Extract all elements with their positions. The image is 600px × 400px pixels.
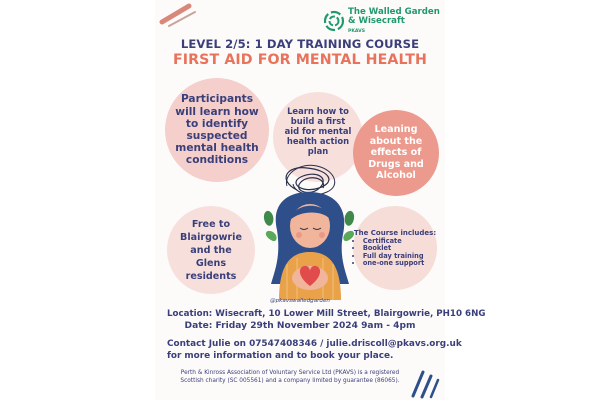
logo-line-1: The Walled Garden — [348, 7, 440, 17]
person-heart-illustration — [257, 160, 363, 300]
date-text: Date: Friday 29th November 2024 9am - 4pm — [184, 321, 416, 331]
footer-line-2: Scottish charity (SC 005561) and a company limited by guarantee (86065). — [180, 377, 400, 384]
circle-course-includes — [353, 206, 437, 290]
poster — [155, 0, 486, 400]
circle-identify — [165, 78, 269, 182]
circle-drugs-alcohol-text: Leaning about the effects of Drugs and Alcohol — [368, 124, 424, 182]
course-includes-box — [354, 229, 436, 267]
list-item: • Booklet — [363, 245, 436, 252]
logo-line-3: PKAVS — [348, 29, 366, 34]
more-info-text: for more information and to book your place. — [167, 351, 394, 361]
swirl-icon — [323, 10, 345, 32]
course-level-heading: LEVEL 2/5: 1 DAY TRAINING COURSE — [180, 37, 420, 51]
footer-line-1: Perth & Kinross Association of Voluntary Service Ltd (PKAVS) is a registered — [180, 370, 400, 376]
circle-action-plan-text: Learn how to build a first aid for mental health action plan — [284, 106, 352, 156]
location-text: Location: Wisecraft, 10 Lower Mill Street, Blairgowrie, PH10 6NG — [167, 309, 486, 319]
walled-garden-logo — [323, 8, 441, 38]
circle-free-text: Free to Blairgowrie and the Glens residents — [180, 218, 242, 282]
list-item: • one-one support — [363, 260, 436, 267]
logo-text — [348, 8, 440, 27]
brush-stroke-top-left — [159, 2, 199, 28]
list-item: • Certificate — [363, 238, 436, 245]
logo-line-2: & Wisecraft — [348, 16, 405, 27]
list-item: • Full day training — [363, 253, 436, 260]
course-title: FIRST AID FOR MENTAL HEALTH — [172, 52, 428, 68]
contact-text: Contact Julie on 07547408346 / julie.driscoll@pkavs.org.uk — [167, 339, 462, 349]
circle-free — [167, 206, 255, 294]
circle-drugs-alcohol — [353, 110, 439, 196]
course-includes-title: The Course includes: — [353, 229, 437, 238]
circle-identify-text: Participants will learn how to identify suspected mental health conditions — [175, 93, 259, 167]
social-handle: @pkavswalledgarden — [270, 298, 330, 304]
brush-stroke-bottom-right — [407, 366, 443, 398]
course-includes-list — [354, 238, 436, 267]
footer-charity-info — [175, 370, 405, 385]
